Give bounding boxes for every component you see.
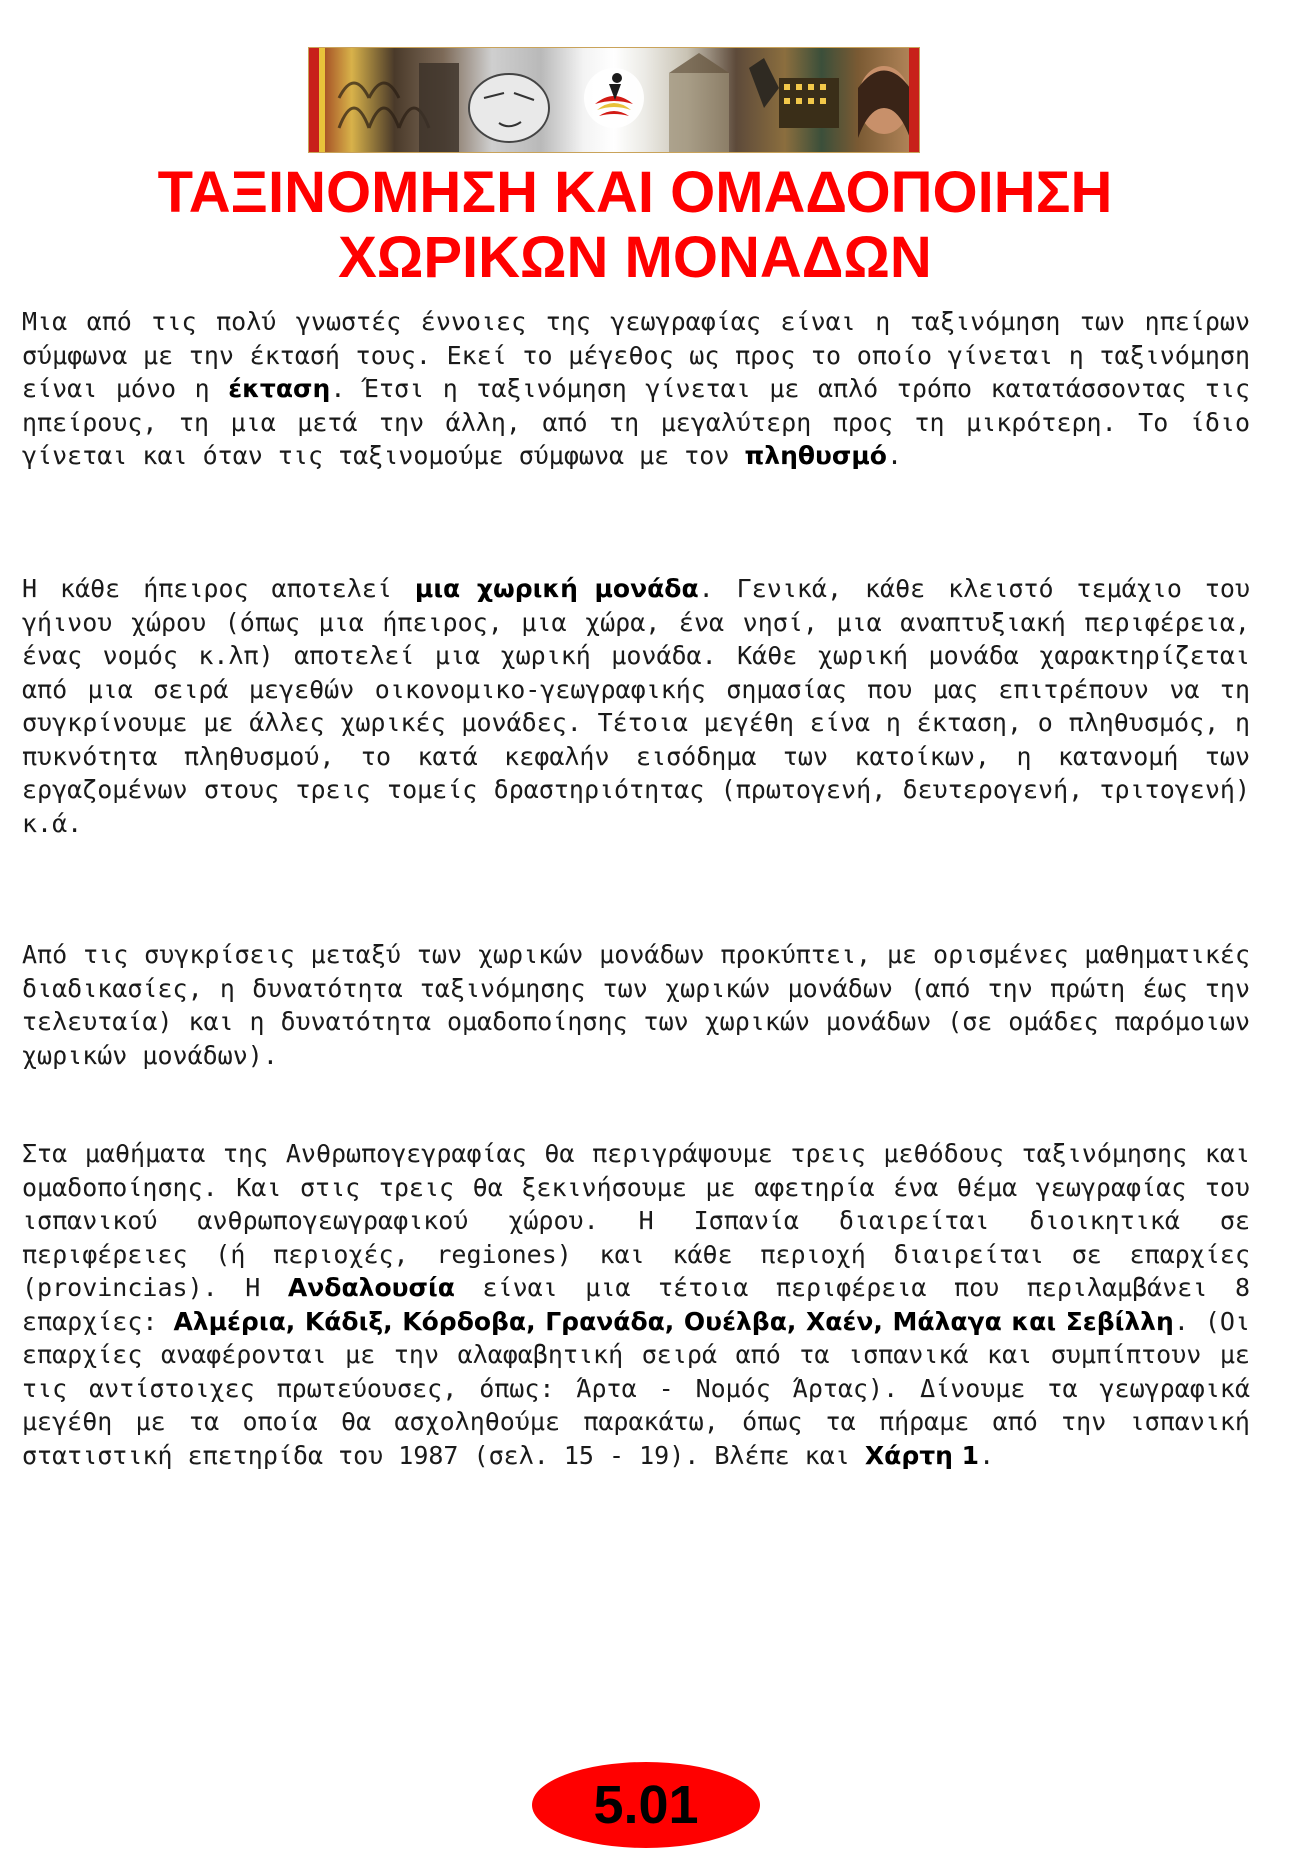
bold-term: Αλμέρια, Κάδιξ, Κόρδοβα, Γρανάδα, Ουέλβα, Χαέν, Μάλαγα και Σεβίλλη <box>173 1306 1174 1336</box>
paragraph-2 <box>22 572 1250 840</box>
bold-term: Ανδαλουσία <box>287 1273 455 1302</box>
text-run: . <box>886 441 903 470</box>
text-run: . <box>979 1440 995 1470</box>
page-number-badge <box>532 1762 760 1848</box>
dancer-logo-icon <box>584 68 644 128</box>
text-run: . (Οι επαρχίες αναφέρονται με την αλαφαβητική σειρά από τα ισπανικά και συμπίπτουν με τις αντίστοιχες πρωτεύουσες, όπως: Άρτα - Νομός Άρτας). Δίνουμε τα γεωγραφικά μεγέθη με τα οποία θα ασχοληθούμε παρακάτω, όπως τα πήραμε από την ισπανική στατιστική επετηρίδα του 1987 (σελ. 15 - 19). Βλέπε και <box>22 1306 1251 1470</box>
text-run: . Έτσι η ταξινόμηση γίνεται με απλό τρόπο κατατάσσοντας τις ηπείρους, τη μια μετά την άλλη, από τη μεγαλύτερη προς τη μικρότερη. Το ίδιο γίνεται και όταν τις ταξινομούμε σύμφωνα με τον <box>22 374 1251 470</box>
text-run: . Γενικά, κάθε κλειστό τεμάχιο του γήινου χώρου (όπως μια ήπειρος, μια χώρα, ένα νησί, μια αναπτυξιακή περιφέρεια, ένας νομός κ.λπ) αποτελεί μια χωρική μονάδα. Κάθε χωρική μονάδα χαρακτηρίζεται από μια σειρά μεγεθών οικονομικο-γεωγραφικής σημασίας που μας επιτρέπουν να τη συγκρίνουμε με άλλες χωρικές μονάδες. Τέτοια μεγέθη είνα η έκταση, ο πληθυσμός, η πυκνότητα πληθυσμού, το κατά κεφαλήν εισόδημα των κατοίκων, η κατανομή των εργαζομένων στους τρεις τομείς δραστηριότητας (πρωτογενή, δευτερογενή, τριτογενή) κ.ά. <box>22 574 1250 838</box>
page-title-line-2: ΧΩΡΙΚΩΝ ΜΟΝΑΔΩΝ <box>338 225 932 290</box>
page-number: 5.01 <box>593 1775 699 1835</box>
bold-term: έκταση <box>228 374 331 403</box>
text-run: Από τις συγκρίσεις μεταξύ των χωρικών μονάδων προκύπτει, με ορισμένες μαθηματικές διαδικασίες, η δυνατότητα ταξινόμησης των χωρικών μονάδων (από την πρώτη έως την τελευταία) και η δυνατότητα ομαδοποίησης των χωρικών μονάδων (σε ομάδες παρόμοιων χωρικών μονάδων). <box>22 940 1250 1070</box>
header-banner-image <box>308 47 920 153</box>
text-run: Η κάθε ήπειρος αποτελεί <box>22 574 415 603</box>
paragraph-4 <box>22 1137 1250 1472</box>
bold-term: Χάρτη 1 <box>864 1440 980 1470</box>
paragraph-3 <box>22 938 1250 1072</box>
text-run: Στα μαθήματα της Ανθρωπογεγραφίας θα περιγράψουμε τρεις μεθόδους ταξινόμησης και ομαδοποίησης. Και στις τρεις θα ξεκινήσουμε με αφετηρία ένα θέμα γεωγραφίας του ισπανικού ανθρωπογεωγραφικού χώρου. Η Ισπανία διαιρείται διοικητικά σε περιφέρειες (ή περιοχές, regiones) και κάθε περιοχή διαιρείται σε επαρχίες (provincias). Η <box>22 1139 1250 1302</box>
page-title-line-1: ΤΑΞΙΝΟΜΗΣΗ ΚΑΙ ΟΜΑΔΟΠΟΙΗΣΗ <box>157 160 1113 225</box>
text-run: Μια από τις πολύ γνωστές έννοιες της γεωγραφίας είναι η ταξινόμηση των ηπείρων σύμφωνα με την έκτασή τους. Εκεί το μέγεθος ως προς το οποίο γίνεται η ταξινόμηση είναι μόνο η <box>22 307 1250 403</box>
text-run: είναι μια τέτοια περιφέρεια που περιλαμβάνει 8 επαρχίες: <box>22 1273 1250 1336</box>
paragraph-1 <box>22 305 1250 473</box>
bold-term: μια χωρική μονάδα <box>414 574 699 603</box>
banner-collage <box>309 48 919 152</box>
bold-term: πληθυσμό <box>744 441 887 470</box>
